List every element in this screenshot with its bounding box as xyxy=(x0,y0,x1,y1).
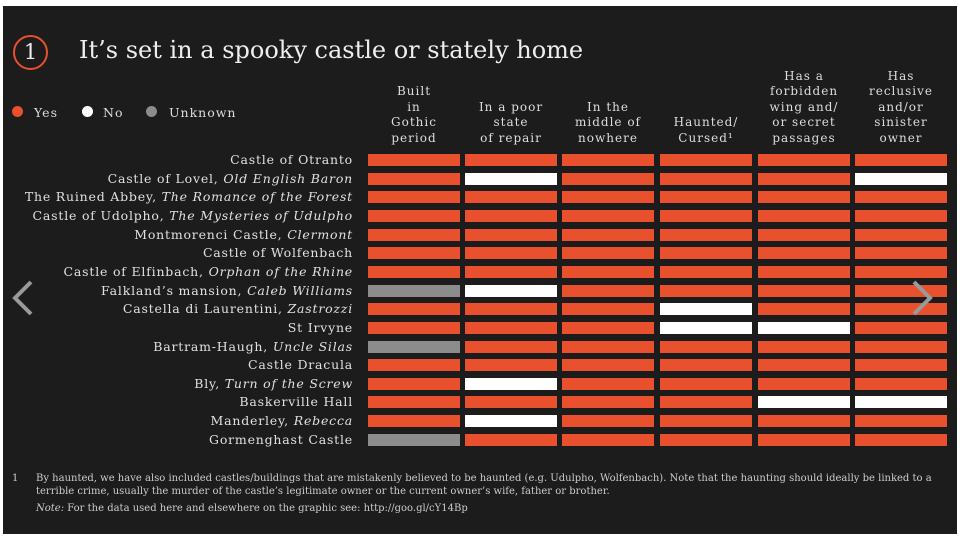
footnote-number: 1 xyxy=(12,473,19,484)
cell-yes xyxy=(660,247,752,259)
cell-yes xyxy=(465,154,557,166)
cell-yes xyxy=(660,415,752,427)
cell-yes xyxy=(855,415,947,427)
row-label xyxy=(0,209,353,223)
cell-yes xyxy=(368,154,460,166)
row-label-work: Orphan of the Rhine xyxy=(208,263,353,279)
slide xyxy=(3,6,957,534)
row-label-name: Castle Dracula xyxy=(248,357,353,373)
cell-yes xyxy=(562,247,654,259)
cell-yes xyxy=(855,266,947,278)
cell-yes xyxy=(660,229,752,241)
cell-yes xyxy=(660,191,752,203)
row-label-work: Uncle Silas xyxy=(272,338,353,354)
cell-yes xyxy=(465,229,557,241)
cell-yes xyxy=(562,359,654,371)
cell-yes xyxy=(368,247,460,259)
legend-no-label: No xyxy=(103,105,124,120)
cell-yes xyxy=(562,378,654,390)
section-number-badge xyxy=(13,35,48,70)
legend-no-swatch xyxy=(82,106,93,117)
cell-yes xyxy=(465,210,557,222)
cell-yes xyxy=(562,154,654,166)
cell-no xyxy=(855,396,947,408)
cell-yes xyxy=(855,247,947,259)
cell-yes xyxy=(855,191,947,203)
cell-no xyxy=(465,285,557,297)
cell-yes xyxy=(562,415,654,427)
column-header-line: state xyxy=(493,115,529,129)
cell-no xyxy=(758,322,850,334)
row-label xyxy=(0,246,353,260)
cell-yes xyxy=(562,210,654,222)
cell-yes xyxy=(660,434,752,446)
row-label-name: Castle of Wolfenbach xyxy=(202,245,353,261)
cell-yes xyxy=(855,154,947,166)
footnote-text: By haunted, we have also included castles/buildings that are mistakenly believed to be haunted (e.g. Udulpho, Wolfenbach). Note that the haunting should ideally be linked to a terrible crime, usually the murder of the castle’s legitimate owner or the current owner’s wife, father or brother. xyxy=(36,473,932,497)
cell-yes xyxy=(660,378,752,390)
row-label-work: Caleb Williams xyxy=(247,282,353,298)
cell-yes xyxy=(758,415,850,427)
cell-yes xyxy=(758,378,850,390)
chevron-left-icon[interactable] xyxy=(7,278,39,318)
cell-yes xyxy=(855,341,947,353)
cell-yes xyxy=(660,173,752,185)
cell-yes xyxy=(368,191,460,203)
cell-yes xyxy=(758,229,850,241)
cell-yes xyxy=(465,434,557,446)
column-header xyxy=(754,69,854,147)
cell-yes xyxy=(368,396,460,408)
cell-yes xyxy=(758,285,850,297)
cell-yes xyxy=(855,359,947,371)
cell-unknown xyxy=(368,434,460,446)
column-header-line: Haunted/ xyxy=(673,115,739,129)
row-label-work: Clermont xyxy=(287,226,353,242)
column-header-line: Built xyxy=(396,84,432,98)
cell-yes xyxy=(562,303,654,315)
cell-yes xyxy=(368,415,460,427)
cell-yes xyxy=(855,322,947,334)
cell-yes xyxy=(758,341,850,353)
cell-yes xyxy=(855,229,947,241)
cell-yes xyxy=(660,266,752,278)
column-header-line: and/or xyxy=(878,99,924,114)
cell-yes xyxy=(465,191,557,203)
cell-yes xyxy=(562,173,654,185)
cell-yes xyxy=(758,210,850,222)
cell-yes xyxy=(562,434,654,446)
column-header-line: period xyxy=(391,130,437,145)
cell-yes xyxy=(855,378,947,390)
cell-yes xyxy=(562,266,654,278)
row-label xyxy=(0,228,353,242)
row-label xyxy=(0,340,353,354)
column-header-line: wing and/ xyxy=(769,99,839,114)
column-header-line: in xyxy=(407,99,421,114)
column-header-line: Gothic xyxy=(391,115,437,129)
row-label-work: Rebecca xyxy=(293,413,353,429)
column-header-line: of repair xyxy=(480,130,542,145)
note-label: Note: xyxy=(36,503,65,514)
cell-yes xyxy=(562,191,654,203)
row-label-name: Castle of Lovel, xyxy=(107,170,219,186)
cell-yes xyxy=(758,303,850,315)
cell-yes xyxy=(465,247,557,259)
column-header-line: owner xyxy=(879,130,923,145)
cell-yes xyxy=(562,341,654,353)
cell-no xyxy=(465,173,557,185)
cell-yes xyxy=(368,322,460,334)
column-header-line: Has xyxy=(887,68,915,83)
row-label-name: Castle of Udolpho, xyxy=(32,207,165,223)
row-label-work: The Romance of the Forest xyxy=(161,189,353,205)
row-label-name: Gormenghast Castle xyxy=(209,431,353,447)
cell-yes xyxy=(758,247,850,259)
cell-yes xyxy=(465,341,557,353)
row-label xyxy=(0,414,353,428)
row-label-work: Zastrozzi xyxy=(287,301,353,317)
cell-no xyxy=(465,378,557,390)
column-header xyxy=(851,69,951,147)
note-text: For the data used here and elsewhere on the graphic see: http://goo.gl/cY14Bp xyxy=(67,503,468,514)
cell-yes xyxy=(758,359,850,371)
column-header-line: reclusive xyxy=(868,84,933,98)
cell-no xyxy=(758,396,850,408)
cell-no xyxy=(465,415,557,427)
row-label xyxy=(0,284,353,298)
cell-yes xyxy=(465,396,557,408)
row-label xyxy=(0,321,353,335)
column-header xyxy=(364,84,464,146)
section-number: 1 xyxy=(23,40,38,64)
cell-yes xyxy=(465,359,557,371)
column-header-line: In the xyxy=(587,99,629,114)
row-label-name: Bly, xyxy=(194,375,221,391)
row-label-work: Old English Baron xyxy=(223,170,353,186)
cell-yes xyxy=(660,210,752,222)
cell-yes xyxy=(758,154,850,166)
column-header-line: forbidden xyxy=(769,84,839,98)
cell-yes xyxy=(660,359,752,371)
row-label-name: Castle of Otranto xyxy=(230,152,353,167)
cell-yes xyxy=(368,359,460,371)
cell-yes xyxy=(368,210,460,222)
cell-yes xyxy=(758,173,850,185)
cell-yes xyxy=(562,229,654,241)
cell-yes xyxy=(758,266,850,278)
cell-yes xyxy=(368,378,460,390)
slide-title: It’s set in a spooky castle or stately home xyxy=(79,36,584,64)
row-label xyxy=(0,395,353,409)
row-label-name: Castle of Elfinbach, xyxy=(63,263,204,279)
cell-yes xyxy=(855,210,947,222)
row-label xyxy=(0,358,353,372)
cell-yes xyxy=(368,229,460,241)
row-label xyxy=(0,377,353,391)
column-header-line: Cursed¹ xyxy=(678,130,734,145)
cell-yes xyxy=(465,266,557,278)
cell-no xyxy=(660,322,752,334)
column-header-line: nowhere xyxy=(578,130,638,145)
cell-yes xyxy=(660,341,752,353)
row-label-name: Falkland’s mansion, xyxy=(101,282,243,298)
cell-yes xyxy=(660,285,752,297)
column-header-line: or secret xyxy=(772,115,836,129)
row-label xyxy=(0,265,353,279)
cell-yes xyxy=(368,266,460,278)
cell-unknown xyxy=(368,285,460,297)
legend-unknown-swatch xyxy=(146,106,157,117)
chevron-right-icon[interactable] xyxy=(906,278,938,318)
cell-yes xyxy=(758,191,850,203)
cell-yes xyxy=(758,434,850,446)
row-label-name: Baskerville Hall xyxy=(239,394,353,410)
row-label-work: The Mysteries of Udulpho xyxy=(169,207,353,223)
cell-yes xyxy=(660,154,752,166)
column-header-line: middle of xyxy=(575,115,641,129)
cell-yes xyxy=(465,322,557,334)
cell-no xyxy=(855,173,947,185)
cell-yes xyxy=(368,173,460,185)
row-label xyxy=(0,172,353,186)
cell-yes xyxy=(368,303,460,315)
column-header-line: In a poor xyxy=(478,99,544,114)
row-label-name: St Irvyne xyxy=(287,319,353,335)
cell-yes xyxy=(562,285,654,297)
row-label xyxy=(0,153,353,167)
cell-unknown xyxy=(368,341,460,353)
cell-yes xyxy=(855,434,947,446)
row-label-name: Manderley, xyxy=(210,413,289,429)
column-header-line: sinister xyxy=(874,115,928,129)
column-header xyxy=(656,115,756,146)
column-header xyxy=(461,100,561,147)
column-header-line: Has a xyxy=(784,68,824,83)
row-label-work: Turn of the Screw xyxy=(224,375,353,391)
cell-no xyxy=(660,303,752,315)
cell-yes xyxy=(562,322,654,334)
row-label xyxy=(0,302,353,316)
row-label xyxy=(0,433,353,447)
cell-yes xyxy=(660,396,752,408)
row-label-name: Castella di Laurentini, xyxy=(122,301,283,317)
data-source-note xyxy=(36,503,468,514)
legend-yes-label: Yes xyxy=(34,105,58,120)
row-label xyxy=(0,190,353,204)
cell-yes xyxy=(562,396,654,408)
row-label-name: Montmorenci Castle, xyxy=(134,226,283,242)
column-header xyxy=(558,100,658,147)
legend-unknown-label: Unknown xyxy=(169,105,237,120)
column-header-line: passages xyxy=(772,130,836,145)
legend-yes-swatch xyxy=(12,106,23,117)
cell-yes xyxy=(465,303,557,315)
row-label-name: Bartram-Haugh, xyxy=(153,338,269,354)
row-label-name: The Ruined Abbey, xyxy=(24,189,157,205)
